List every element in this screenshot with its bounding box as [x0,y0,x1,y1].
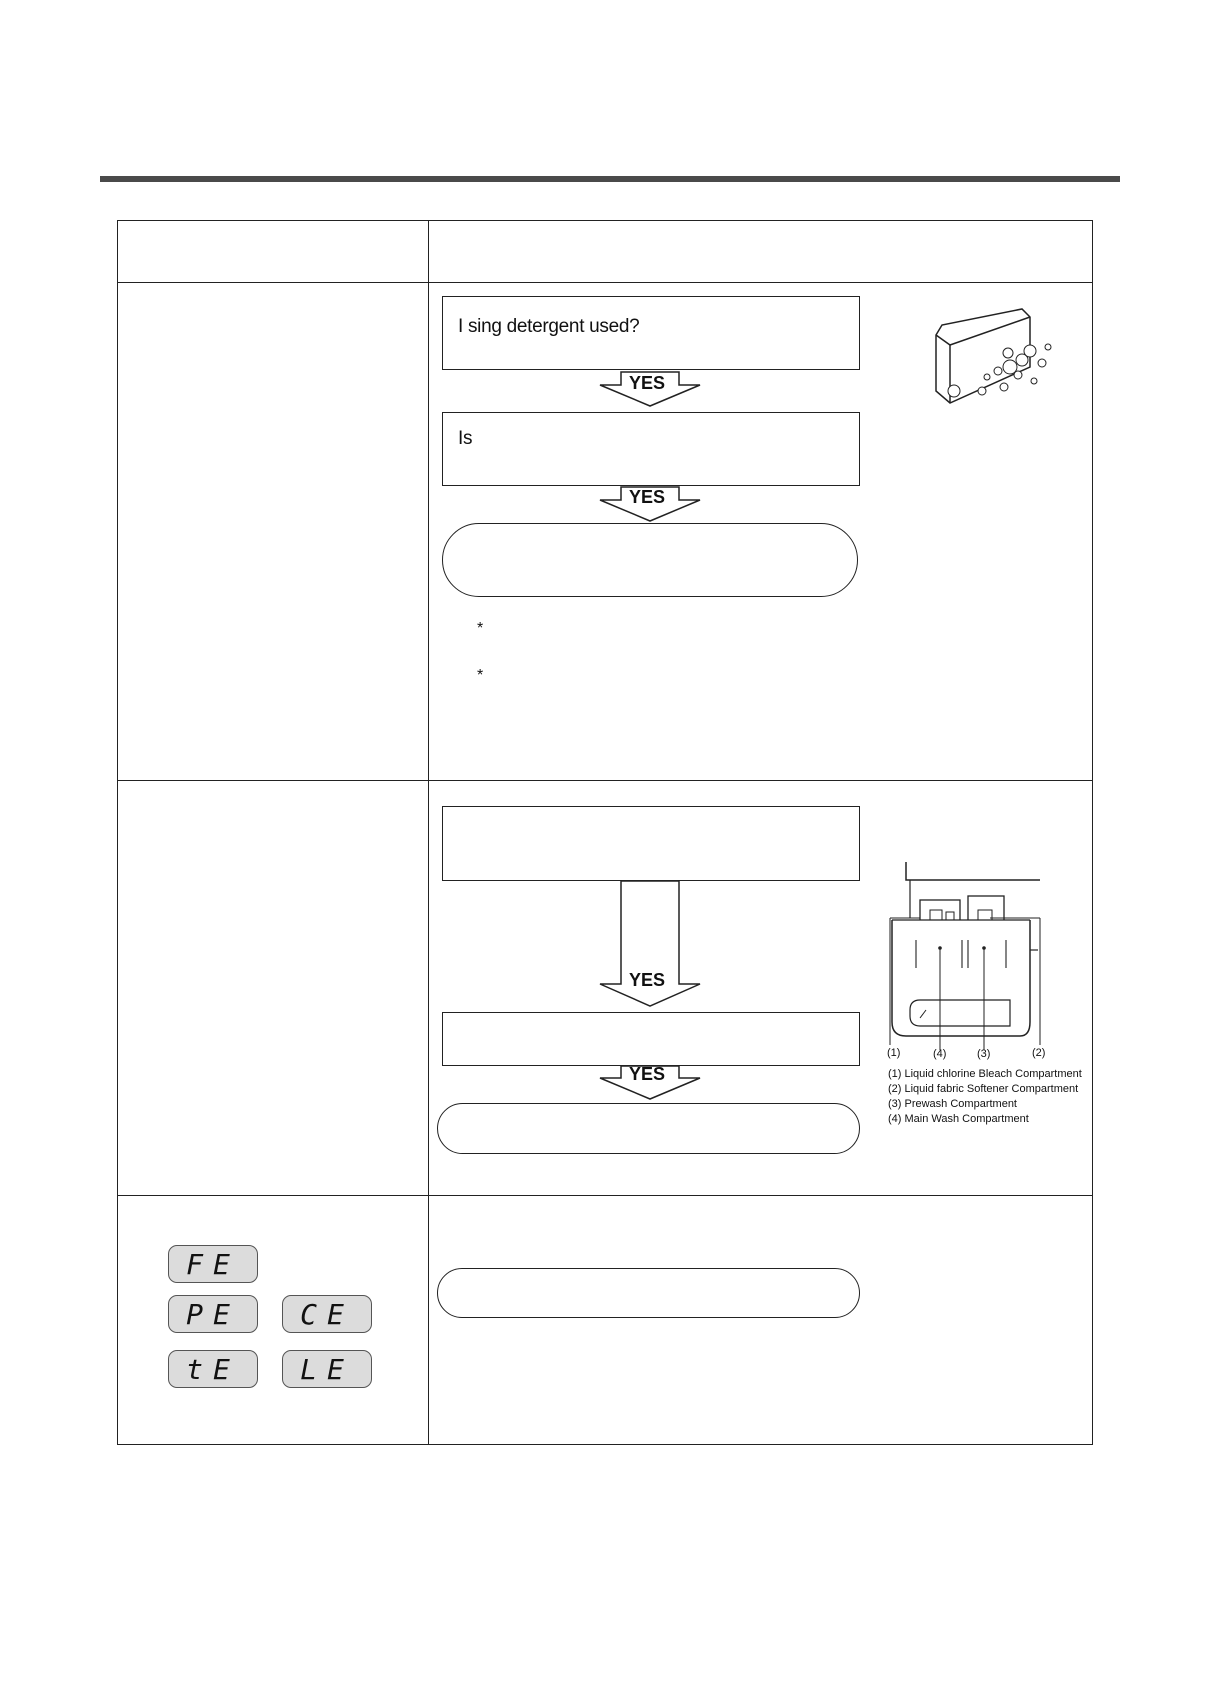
question-box-2 [442,412,860,486]
note-2-marker: * [477,667,484,684]
action-box-1 [442,523,858,597]
lcd-code-ce: CE [282,1295,372,1333]
dispenser-drawer-illustration [880,860,1050,1060]
action-box-2 [437,1103,860,1154]
yes-label-2: YES [629,487,666,507]
legend-line-2: (2) Liquid fabric Softener Compartment [888,1083,1079,1095]
question-box-3 [442,806,860,881]
yes-label-4: YES [629,1064,666,1084]
yes-label-1: YES [629,373,666,393]
yes-label-3: YES [629,970,666,990]
question-2-text: Is [458,428,473,449]
question-1-text: I sing detergent used? [458,316,640,337]
legend-line-3: (3) Prewash Compartment [888,1098,1017,1110]
lcd-code-pe: PE [168,1295,258,1333]
note-1-marker: * [477,620,484,637]
lcd-code-le: LE [282,1350,372,1388]
dispenser-label-1: (1) [887,1047,901,1059]
dispenser-label-4: (4) [933,1048,947,1060]
dispenser-label-2: (2) [1032,1047,1046,1059]
dispenser-label-3: (3) [977,1048,991,1060]
action-box-3 [437,1268,860,1318]
lcd-code-te: tE [168,1350,258,1388]
lcd-code-fe: FE [168,1245,258,1283]
legend-line-4: (4) Main Wash Compartment [888,1113,1029,1125]
question-box-4 [442,1012,860,1066]
detergent-box-illustration [930,305,1050,405]
legend-line-1: (1) Liquid chlorine Bleach Compartment [888,1068,1082,1080]
